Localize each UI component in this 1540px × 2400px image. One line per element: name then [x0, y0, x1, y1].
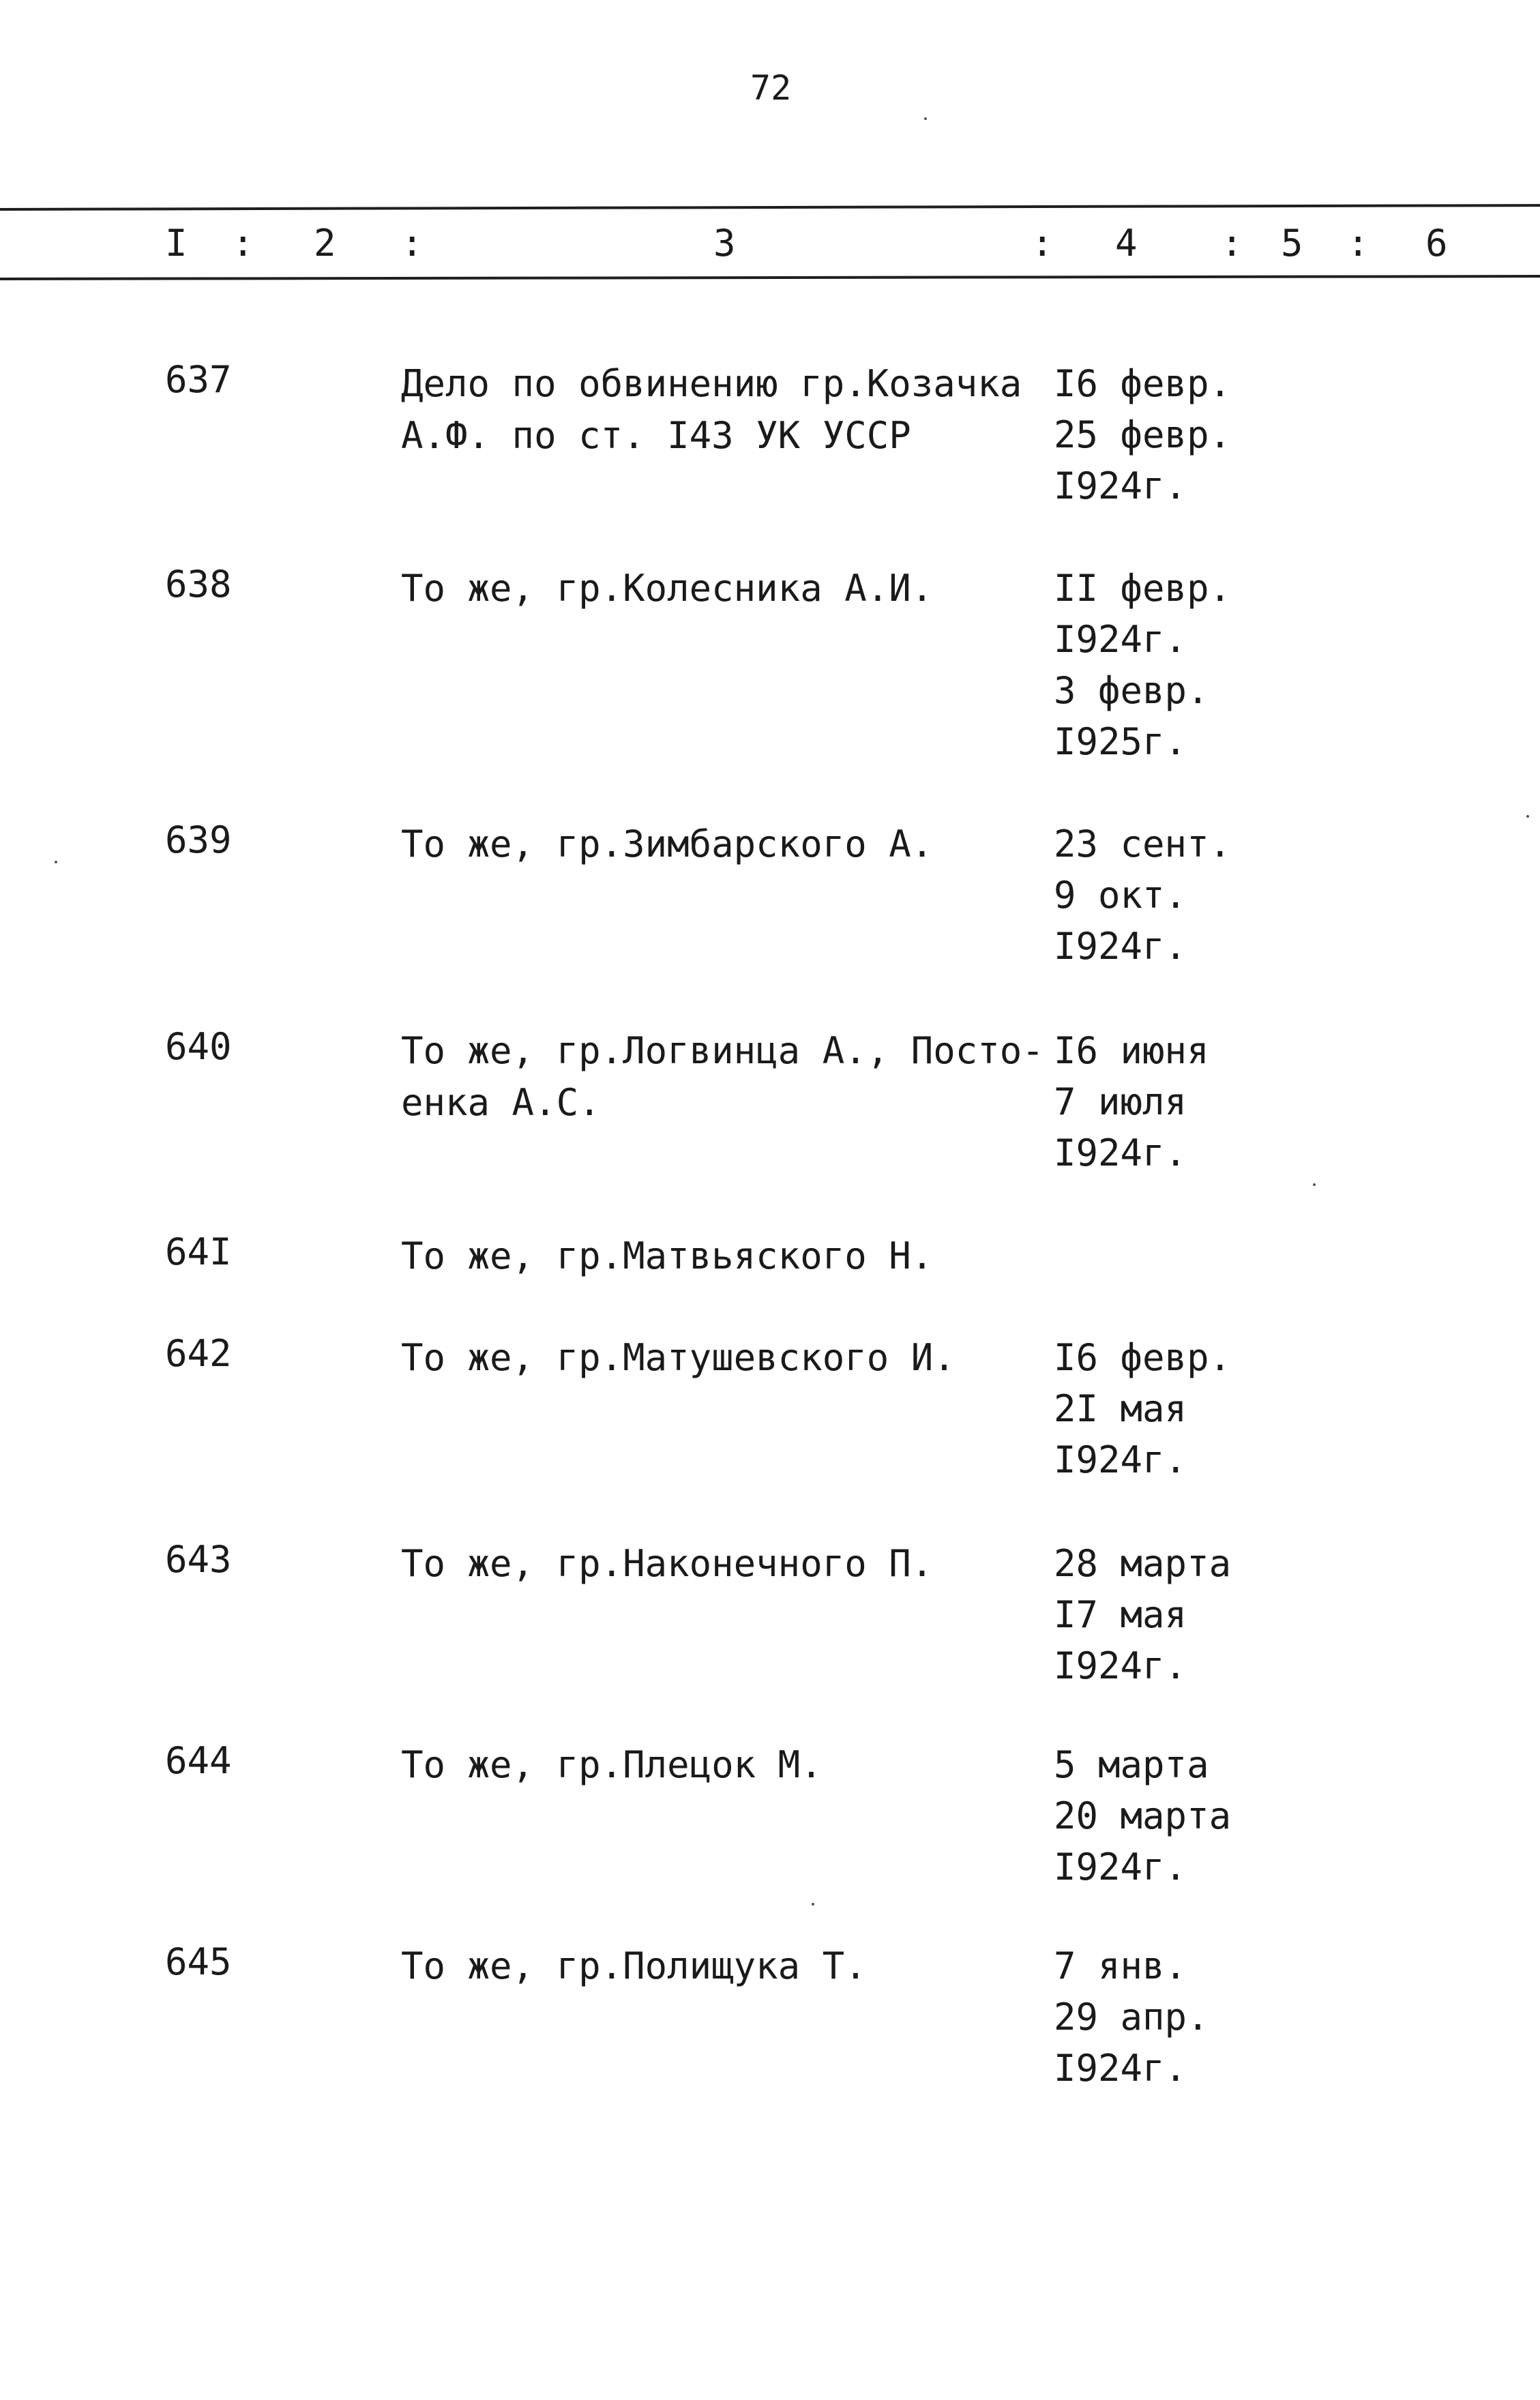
case-title	[401, 1025, 1044, 1129]
case-number: 643	[165, 1538, 232, 1581]
date-line: I6 февр.	[1054, 1336, 1232, 1379]
date-line: I6 февр.	[1054, 362, 1232, 405]
case-title-line: енка А.С.	[401, 1081, 601, 1124]
date-line: 20 марта	[1054, 1794, 1232, 1837]
column-separator: :	[232, 222, 254, 265]
date-line: 25 февр.	[1054, 413, 1232, 456]
date-line: 28 марта	[1054, 1542, 1232, 1585]
case-title-line: То же, гр.Полищука Т.	[401, 1944, 867, 1987]
case-dates	[1054, 563, 1231, 767]
date-line: I924г.	[1054, 464, 1187, 507]
date-line: I924г.	[1054, 1846, 1187, 1888]
date-line: 7 янв.	[1054, 1944, 1187, 1987]
case-title-line: То же, гр.Наконечного П.	[401, 1542, 934, 1585]
scan-speck	[1526, 815, 1529, 818]
date-line: 2I мая	[1054, 1387, 1187, 1430]
case-dates	[1054, 1332, 1231, 1485]
date-line: 5 марта	[1054, 1743, 1209, 1786]
case-title	[401, 1230, 1035, 1282]
case-title-line: Дело по обвинению гр.Козачка	[401, 362, 1022, 405]
case-title-line: То же, гр.Зимбарского А.	[401, 823, 934, 865]
case-number: 644	[165, 1739, 232, 1782]
case-title	[401, 563, 1035, 614]
column-separator: :	[1221, 222, 1243, 265]
case-title-line: А.Ф. по ст. I43 УК УССР	[401, 414, 911, 457]
case-title-line: То же, гр.Логвинца А., Посто-	[401, 1029, 1044, 1072]
case-title-line: То же, гр.Матушевского И.	[401, 1336, 956, 1379]
case-dates	[1054, 818, 1231, 972]
case-number: 637	[165, 358, 232, 401]
page-number: 72	[750, 68, 792, 108]
scan-speck	[812, 1903, 814, 1906]
case-dates	[1054, 358, 1231, 512]
scan-speck	[924, 117, 927, 120]
column-header-3: 3	[713, 222, 736, 265]
column-separator: :	[401, 222, 424, 265]
case-number: 64I	[165, 1230, 232, 1273]
case-title	[401, 1538, 1035, 1590]
header-bottom-rule	[0, 275, 1540, 280]
scan-speck	[55, 861, 57, 863]
date-line: I925г.	[1054, 720, 1187, 763]
date-line: I924г.	[1054, 1438, 1187, 1481]
case-title	[401, 1739, 1035, 1791]
case-title-line: То же, гр.Матвьяского Н.	[401, 1234, 934, 1277]
date-line: I924г.	[1054, 618, 1187, 661]
date-line: I924г.	[1054, 1131, 1187, 1174]
case-title	[401, 818, 1035, 870]
column-header-1: I	[165, 222, 188, 265]
column-separator: :	[1347, 222, 1369, 265]
case-number: 638	[165, 563, 232, 606]
case-title	[401, 358, 1035, 462]
date-line: 9 окт.	[1054, 874, 1187, 917]
case-title	[401, 1940, 1035, 1992]
date-line: I924г.	[1054, 2047, 1187, 2090]
column-header-6: 6	[1425, 222, 1448, 265]
column-header-4: 4	[1115, 222, 1138, 265]
case-title-line: То же, гр.Колесника А.И.	[401, 567, 934, 610]
case-dates	[1054, 1538, 1231, 1691]
column-separator: :	[1031, 222, 1054, 265]
case-number: 642	[165, 1332, 232, 1375]
date-line: 7 июля	[1054, 1080, 1187, 1123]
case-number: 639	[165, 818, 232, 861]
date-line: I6 июня	[1054, 1029, 1209, 1072]
case-dates	[1054, 1940, 1209, 2094]
case-title-line: То же, гр.Плецок М.	[401, 1743, 823, 1786]
date-line: II февр.	[1054, 567, 1232, 610]
date-line: I924г.	[1054, 925, 1187, 968]
case-number: 645	[165, 1940, 232, 1983]
case-number: 640	[165, 1025, 232, 1068]
scan-speck	[1313, 1183, 1316, 1186]
date-line: 29 апр.	[1054, 1996, 1209, 2039]
date-line: 3 февр.	[1054, 669, 1209, 712]
case-title	[401, 1332, 1035, 1384]
case-dates	[1054, 1739, 1231, 1893]
date-line: 23 сент.	[1054, 823, 1232, 865]
column-header-2: 2	[314, 222, 336, 265]
date-line: I924г.	[1054, 1644, 1187, 1687]
column-header-5: 5	[1281, 222, 1303, 265]
case-dates	[1054, 1025, 1209, 1179]
header-top-rule	[0, 204, 1540, 211]
date-line: I7 мая	[1054, 1593, 1187, 1636]
